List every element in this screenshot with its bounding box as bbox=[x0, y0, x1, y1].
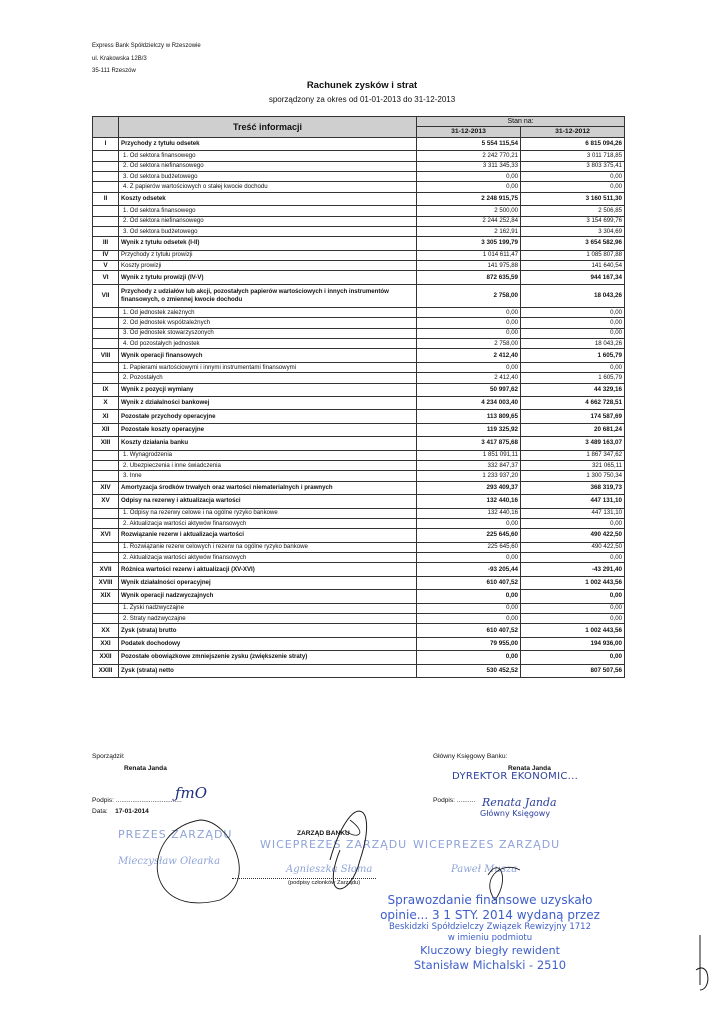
row-value-2013: 0,00 bbox=[417, 651, 521, 664]
row-label: 2. Pozostałych bbox=[119, 373, 417, 383]
row-value-2013: 2 500,00 bbox=[417, 206, 521, 216]
row-value-2012: 194 936,00 bbox=[521, 637, 625, 650]
row-value-2013: 610 407,52 bbox=[417, 624, 521, 637]
row-value-2012: 1 085 807,88 bbox=[521, 250, 625, 260]
row-label: Wynik operacji nadzwyczajnych bbox=[119, 590, 417, 603]
row-value-2012: 3 304,69 bbox=[521, 226, 625, 236]
row-value-2013: -93 205,44 bbox=[417, 563, 521, 576]
header-content-label: Treść informacji bbox=[119, 117, 417, 138]
row-label: 4. Od pozostałych jednostek bbox=[119, 339, 417, 349]
preparer-signature: ƒmO bbox=[175, 784, 208, 802]
row-roman: VII bbox=[93, 284, 119, 307]
row-label: Wynik działalności operacyjnej bbox=[119, 576, 417, 589]
row-value-2012: 3 489 163,07 bbox=[521, 437, 625, 450]
row-label: 1. Wynagrodzenia bbox=[119, 450, 417, 460]
row-roman: XI bbox=[93, 410, 119, 423]
row-value-2012: 3 011 718,85 bbox=[521, 151, 625, 161]
row-value-2012: 0,00 bbox=[521, 182, 625, 192]
row-label: Zysk (strata) netto bbox=[119, 664, 417, 677]
row-label: Wynik z tytułu odsetek (I-II) bbox=[119, 237, 417, 250]
row-roman: XVIII bbox=[93, 576, 119, 589]
row-roman: V bbox=[93, 261, 119, 271]
row-label: 2. Ubezpieczenia i inne świadczenia bbox=[119, 460, 417, 470]
row-roman: XIII bbox=[93, 437, 119, 450]
row-value-2013: 2 412,40 bbox=[417, 373, 521, 383]
row-value-2013: 50 997,62 bbox=[417, 383, 521, 396]
row-value-2012: 447 131,10 bbox=[521, 508, 625, 518]
row-value-2013: 1 233 937,20 bbox=[417, 471, 521, 481]
row-value-2012: 0,00 bbox=[521, 362, 625, 372]
row-value-2013: 141 975,88 bbox=[417, 261, 521, 271]
row-value-2013: 3 311 345,33 bbox=[417, 161, 521, 171]
bank-name: Express Bank Spółdzielczy w Rzeszowie bbox=[92, 43, 201, 49]
row-value-2012: 0,00 bbox=[521, 171, 625, 181]
row-value-2012: 3 654 582,96 bbox=[521, 237, 625, 250]
wiceprezes-stamp-1: WICEPREZES ZARZĄDU bbox=[260, 838, 408, 851]
row-value-2012: 0,00 bbox=[521, 603, 625, 613]
row-value-2013: 3 305 199,79 bbox=[417, 237, 521, 250]
row-label: Zysk (strata) brutto bbox=[119, 624, 417, 637]
sign-label: Podpis: .................................... bbox=[92, 797, 182, 804]
prezes-signature-scribble bbox=[157, 820, 239, 903]
accountant-sign-label: Podpis: .......... bbox=[433, 797, 476, 804]
row-value-2013: 872 635,59 bbox=[417, 271, 521, 284]
row-label: Odpisy na rezerwy i aktualizacja wartości bbox=[119, 495, 417, 508]
wiceprezes-stamp-2: WICEPREZES ZARZĄDU bbox=[413, 838, 561, 851]
accountant-name: Renata Janda bbox=[508, 765, 551, 772]
prezes-handwritten: Mieczysław Olearka bbox=[118, 856, 221, 867]
row-label: 3. Inne bbox=[119, 471, 417, 481]
row-roman: III bbox=[93, 237, 119, 250]
row-value-2013: 225 645,60 bbox=[417, 542, 521, 552]
row-value-2013: 2 758,00 bbox=[417, 284, 521, 307]
row-value-2013: 0,00 bbox=[417, 328, 521, 338]
row-value-2012: 368 319,73 bbox=[521, 481, 625, 494]
row-value-2013: 2 242 770,21 bbox=[417, 151, 521, 161]
row-value-2013: 5 554 115,54 bbox=[417, 137, 521, 150]
row-value-2013: 0,00 bbox=[417, 553, 521, 563]
row-value-2013: 1 851 091,11 bbox=[417, 450, 521, 460]
audit-stamp-line: Sprawozdanie finansowe uzyskało bbox=[387, 893, 593, 907]
row-value-2013: 0,00 bbox=[417, 590, 521, 603]
row-roman: XXIII bbox=[93, 664, 119, 677]
row-roman: X bbox=[93, 396, 119, 409]
board-signature-scribble-2 bbox=[345, 820, 360, 835]
row-value-2012: 3 803 375,41 bbox=[521, 161, 625, 171]
row-value-2012: 141 640,54 bbox=[521, 261, 625, 271]
accountant-title-stamp: Główny Księgowy bbox=[480, 809, 551, 818]
row-label: 2. Od sektora niefinansowego bbox=[119, 216, 417, 226]
row-value-2012: 807 507,56 bbox=[521, 664, 625, 677]
row-value-2013: 610 407,52 bbox=[417, 576, 521, 589]
row-value-2012: 18 043,26 bbox=[521, 284, 625, 307]
row-label: Wynik operacji finansowych bbox=[119, 349, 417, 362]
row-value-2012: 0,00 bbox=[521, 307, 625, 317]
row-label: Przychody z udziałów lub akcji, pozostałych papierów wartościowych i innych instrumentów finansowych, o zmiennej kwocie dochodu bbox=[119, 284, 417, 307]
row-roman: IV bbox=[93, 250, 119, 260]
row-value-2013: 2 412,40 bbox=[417, 349, 521, 362]
row-value-2013: 1 014 611,47 bbox=[417, 250, 521, 260]
row-value-2012: 44 329,16 bbox=[521, 383, 625, 396]
row-label: Pozostałe obowiązkowe zmniejszenie zysku (zwiększenie straty) bbox=[119, 651, 417, 664]
row-roman: VIII bbox=[93, 349, 119, 362]
row-label: 3. Od sektora budżetowego bbox=[119, 171, 417, 181]
row-value-2013: 530 452,52 bbox=[417, 664, 521, 677]
row-value-2012: 0,00 bbox=[521, 553, 625, 563]
audit-stamp-line: opinie... 3 1 STY. 2014 wydaną przez bbox=[380, 907, 600, 922]
bank-city: 35-111 Rzeszów bbox=[92, 68, 136, 74]
row-value-2013: 0,00 bbox=[417, 603, 521, 613]
row-value-2013: 225 645,60 bbox=[417, 529, 521, 542]
row-value-2013: 3 417 875,68 bbox=[417, 437, 521, 450]
row-value-2012: 0,00 bbox=[521, 318, 625, 328]
row-value-2013: 132 440,16 bbox=[417, 508, 521, 518]
dyrektor-stamp: DYREKTOR EKONOMIC... bbox=[452, 771, 579, 782]
row-label: Przychody z tytułu prowizji bbox=[119, 250, 417, 260]
row-roman: IX bbox=[93, 383, 119, 396]
document-title: Rachunek zysków i strat bbox=[306, 80, 418, 91]
row-value-2012: 490 422,50 bbox=[521, 529, 625, 542]
row-roman: XII bbox=[93, 423, 119, 436]
row-label: 3. Od sektora budżetowego bbox=[119, 226, 417, 236]
prepared-label: Sporządził: bbox=[92, 753, 125, 760]
row-roman: XXII bbox=[93, 651, 119, 664]
row-value-2012: 3 154 699,76 bbox=[521, 216, 625, 226]
row-roman: XXI bbox=[93, 637, 119, 650]
row-value-2012: 0,00 bbox=[521, 590, 625, 603]
row-label: 1. Rozwiązanie rezerw celowych i rezerw na ogólne ryzyko bankowe bbox=[119, 542, 417, 552]
row-value-2013: 0,00 bbox=[417, 307, 521, 317]
row-value-2013: 293 409,37 bbox=[417, 481, 521, 494]
row-roman: XX bbox=[93, 624, 119, 637]
board-note: (podpisy członków Zarządu) bbox=[288, 880, 361, 886]
row-label: 1. Papierami wartościowymi i innymi instrumentami finansowymi bbox=[119, 362, 417, 372]
row-label: Pozostałe przychody operacyjne bbox=[119, 410, 417, 423]
row-value-2012: -43 291,40 bbox=[521, 563, 625, 576]
row-roman: XV bbox=[93, 495, 119, 508]
row-value-2013: 0,00 bbox=[417, 318, 521, 328]
prepared-name: Renata Janda bbox=[124, 765, 167, 772]
row-value-2013: 2 244 252,84 bbox=[417, 216, 521, 226]
row-value-2012: 321 065,11 bbox=[521, 460, 625, 470]
row-label: Wynik z działalności bankowej bbox=[119, 396, 417, 409]
row-value-2012: 0,00 bbox=[521, 614, 625, 624]
row-label: Pozostałe koszty operacyjne bbox=[119, 423, 417, 436]
audit-stamp-line: w imieniu podmiotu bbox=[447, 933, 533, 943]
row-label: 2. Aktualizacja wartości aktywów finansowych bbox=[119, 553, 417, 563]
row-value-2013: 2 248 915,75 bbox=[417, 192, 521, 205]
row-roman: I bbox=[93, 137, 119, 150]
row-value-2012: 0,00 bbox=[521, 651, 625, 664]
header-stan-na: Stan na: bbox=[417, 117, 625, 127]
row-label: 4. Z papierów wartościowych o stałej kwocie dochodu bbox=[119, 182, 417, 192]
audit-stamp-line: Stanisław Michalski - 2510 bbox=[413, 957, 567, 972]
board-signature-scribble bbox=[330, 811, 367, 889]
row-value-2012: 2 506,85 bbox=[521, 206, 625, 216]
row-value-2013: 4 234 003,40 bbox=[417, 396, 521, 409]
audit-stamp-line: Beskidzki Spółdzielczy Związek Rewizyjny 1712 bbox=[388, 922, 592, 932]
date-value: 17-01-2014 bbox=[115, 808, 149, 815]
row-value-2012: 3 160 511,30 bbox=[521, 192, 625, 205]
audit-stamp-line: Kluczowy biegły rewident bbox=[420, 944, 560, 957]
document-subtitle: sporządzony za okres od 01-01-2013 do 31-12-2013 bbox=[268, 95, 456, 104]
row-roman: XIV bbox=[93, 481, 119, 494]
row-value-2012: 1 002 443,56 bbox=[521, 576, 625, 589]
row-value-2012: 0,00 bbox=[521, 518, 625, 528]
row-value-2012: 174 587,69 bbox=[521, 410, 625, 423]
bank-street: ul. Krakowska 12B/3 bbox=[92, 55, 147, 62]
row-value-2012: 4 662 728,51 bbox=[521, 396, 625, 409]
row-value-2012: 6 815 094,26 bbox=[521, 137, 625, 150]
row-label: 2. Straty nadzwyczajne bbox=[119, 614, 417, 624]
row-label: 1. Od sektora finansowego bbox=[119, 206, 417, 216]
row-label: Koszty prowizji bbox=[119, 261, 417, 271]
header-date-2013: 31-12-2013 bbox=[417, 127, 521, 137]
row-label: Przychody z tytułu odsetek bbox=[119, 137, 417, 150]
row-value-2012: 1 002 443,56 bbox=[521, 624, 625, 637]
auditor-signature-scribble bbox=[696, 935, 708, 990]
row-label: 1. Od jednostek zależnych bbox=[119, 307, 417, 317]
row-label: Wynik z tytułu prowizji (IV-V) bbox=[119, 271, 417, 284]
row-label: 2. Od sektora niefinansowego bbox=[119, 161, 417, 171]
row-value-2013: 113 809,65 bbox=[417, 410, 521, 423]
date-row: Data: 17-01-2014 bbox=[92, 808, 149, 815]
row-value-2013: 79 955,00 bbox=[417, 637, 521, 650]
row-value-2013: 0,00 bbox=[417, 171, 521, 181]
row-value-2012: 1 605,79 bbox=[521, 349, 625, 362]
row-label: 1. Zyski nadzwyczajne bbox=[119, 603, 417, 613]
row-value-2012: 20 681,24 bbox=[521, 423, 625, 436]
row-value-2013: 0,00 bbox=[417, 614, 521, 624]
prezes-stamp: PREZES ZARZĄDU bbox=[118, 828, 233, 841]
row-label: Koszty odsetek bbox=[119, 192, 417, 205]
row-label: Amortyzacja środków trwałych oraz wartości niematerialnych i prawnych bbox=[119, 481, 417, 494]
row-label: Podatek dochodowy bbox=[119, 637, 417, 650]
row-value-2012: 1 300 750,34 bbox=[521, 471, 625, 481]
row-value-2013: 332 847,37 bbox=[417, 460, 521, 470]
row-value-2012: 490 422,50 bbox=[521, 542, 625, 552]
row-value-2013: 2 162,91 bbox=[417, 226, 521, 236]
row-value-2013: 0,00 bbox=[417, 182, 521, 192]
row-value-2013: 0,00 bbox=[417, 362, 521, 372]
accountant-label: Główny Księgowy Banku: bbox=[433, 753, 508, 760]
row-value-2013: 132 440,16 bbox=[417, 495, 521, 508]
board-label: ZARZĄD BANKU bbox=[297, 830, 350, 837]
row-value-2012: 0,00 bbox=[521, 328, 625, 338]
row-roman: XIX bbox=[93, 590, 119, 603]
row-value-2013: 2 758,00 bbox=[417, 339, 521, 349]
row-label: 1. Odpisy na rezerwy celowe i na ogólne ryzyko bankowe bbox=[119, 508, 417, 518]
row-value-2012: 447 131,10 bbox=[521, 495, 625, 508]
row-label: Wynik z pozycji wymiany bbox=[119, 383, 417, 396]
row-value-2013: 119 325,92 bbox=[417, 423, 521, 436]
row-value-2012: 944 167,34 bbox=[521, 271, 625, 284]
row-value-2013: 0,00 bbox=[417, 518, 521, 528]
row-roman: XVII bbox=[93, 563, 119, 576]
row-roman: II bbox=[93, 192, 119, 205]
row-label: Koszty działania banku bbox=[119, 437, 417, 450]
row-label: 3. Od jednostek stowarzyszonych bbox=[119, 328, 417, 338]
row-roman: VI bbox=[93, 271, 119, 284]
row-label: 2. Aktualizacja wartości aktywów finansowych bbox=[119, 518, 417, 528]
row-label: Różnica wartości rezerw i aktualizacji (XV-XVI) bbox=[119, 563, 417, 576]
wiceprezes-2-handwritten: Paweł Musza bbox=[451, 864, 518, 875]
accountant-handwritten: Renata Janda bbox=[482, 796, 557, 809]
row-value-2012: 1 605,79 bbox=[521, 373, 625, 383]
wiceprezes-1-handwritten: Agnieszka Słoma bbox=[286, 864, 373, 875]
audit-stamp bbox=[340, 893, 640, 972]
row-label: 2. Od jednostek współzależnych bbox=[119, 318, 417, 328]
row-roman: XVI bbox=[93, 529, 119, 542]
header-date-2012: 31-12-2012 bbox=[521, 127, 625, 137]
row-label: 1. Od sektora finansowego bbox=[119, 151, 417, 161]
row-value-2012: 18 043,26 bbox=[521, 339, 625, 349]
row-value-2012: 1 867 347,62 bbox=[521, 450, 625, 460]
row-label: Rozwiązanie rezerw i aktualizacja wartości bbox=[119, 529, 417, 542]
